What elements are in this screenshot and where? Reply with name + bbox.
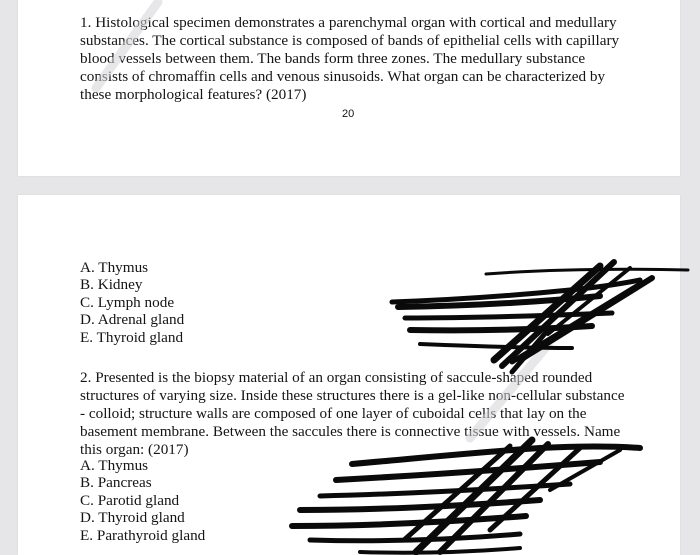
question-1-option-d: D. Adrenal gland <box>80 311 185 329</box>
question-1-option-e: E. Thyroid gland <box>80 328 184 346</box>
question-1-option-b: B. Kidney <box>80 276 143 294</box>
question-1-options <box>80 259 184 346</box>
question-2-option-b: B. Pancreas <box>80 474 152 492</box>
page-number: 20 <box>342 108 355 120</box>
document-page-top <box>18 0 680 176</box>
question-2-text: 2. Presented is the biopsy material of an organ consisting of saccule-shaped rounded structures of varying size. Inside these structures there is a gel-like non-cellular substance - colloid; structure walls are composed of one layer of cuboidal cells that lay on the basement membrane. Between the saccules there is connective tissue with vessels. Name this organ: (2017) <box>80 369 625 458</box>
question-2-option-d: D. Thyroid gland <box>80 509 185 527</box>
question-2-option-a: A. Thymus <box>80 457 149 474</box>
question-1-option-c: C. Lymph node <box>80 293 175 311</box>
question-1-text: 1. Histological specimen demonstrates a parenchymal organ with cortical and medullary substances. The cortical substance is composed of bands of epithelial cells with capillary blood vessels between them. The bands form three zones. The medullary substance consists of chromaffin cells and venous sinusoids. What organ can be characterized by these morphological features? (2017) <box>80 14 620 103</box>
question-2-options <box>80 457 205 544</box>
document-page-bottom <box>18 195 680 555</box>
question-2-option-e: E. Parathyroid gland <box>80 526 206 544</box>
question-1-option-a: A. Thymus <box>80 259 149 276</box>
question-2-option-c: C. Parotid gland <box>80 491 180 509</box>
